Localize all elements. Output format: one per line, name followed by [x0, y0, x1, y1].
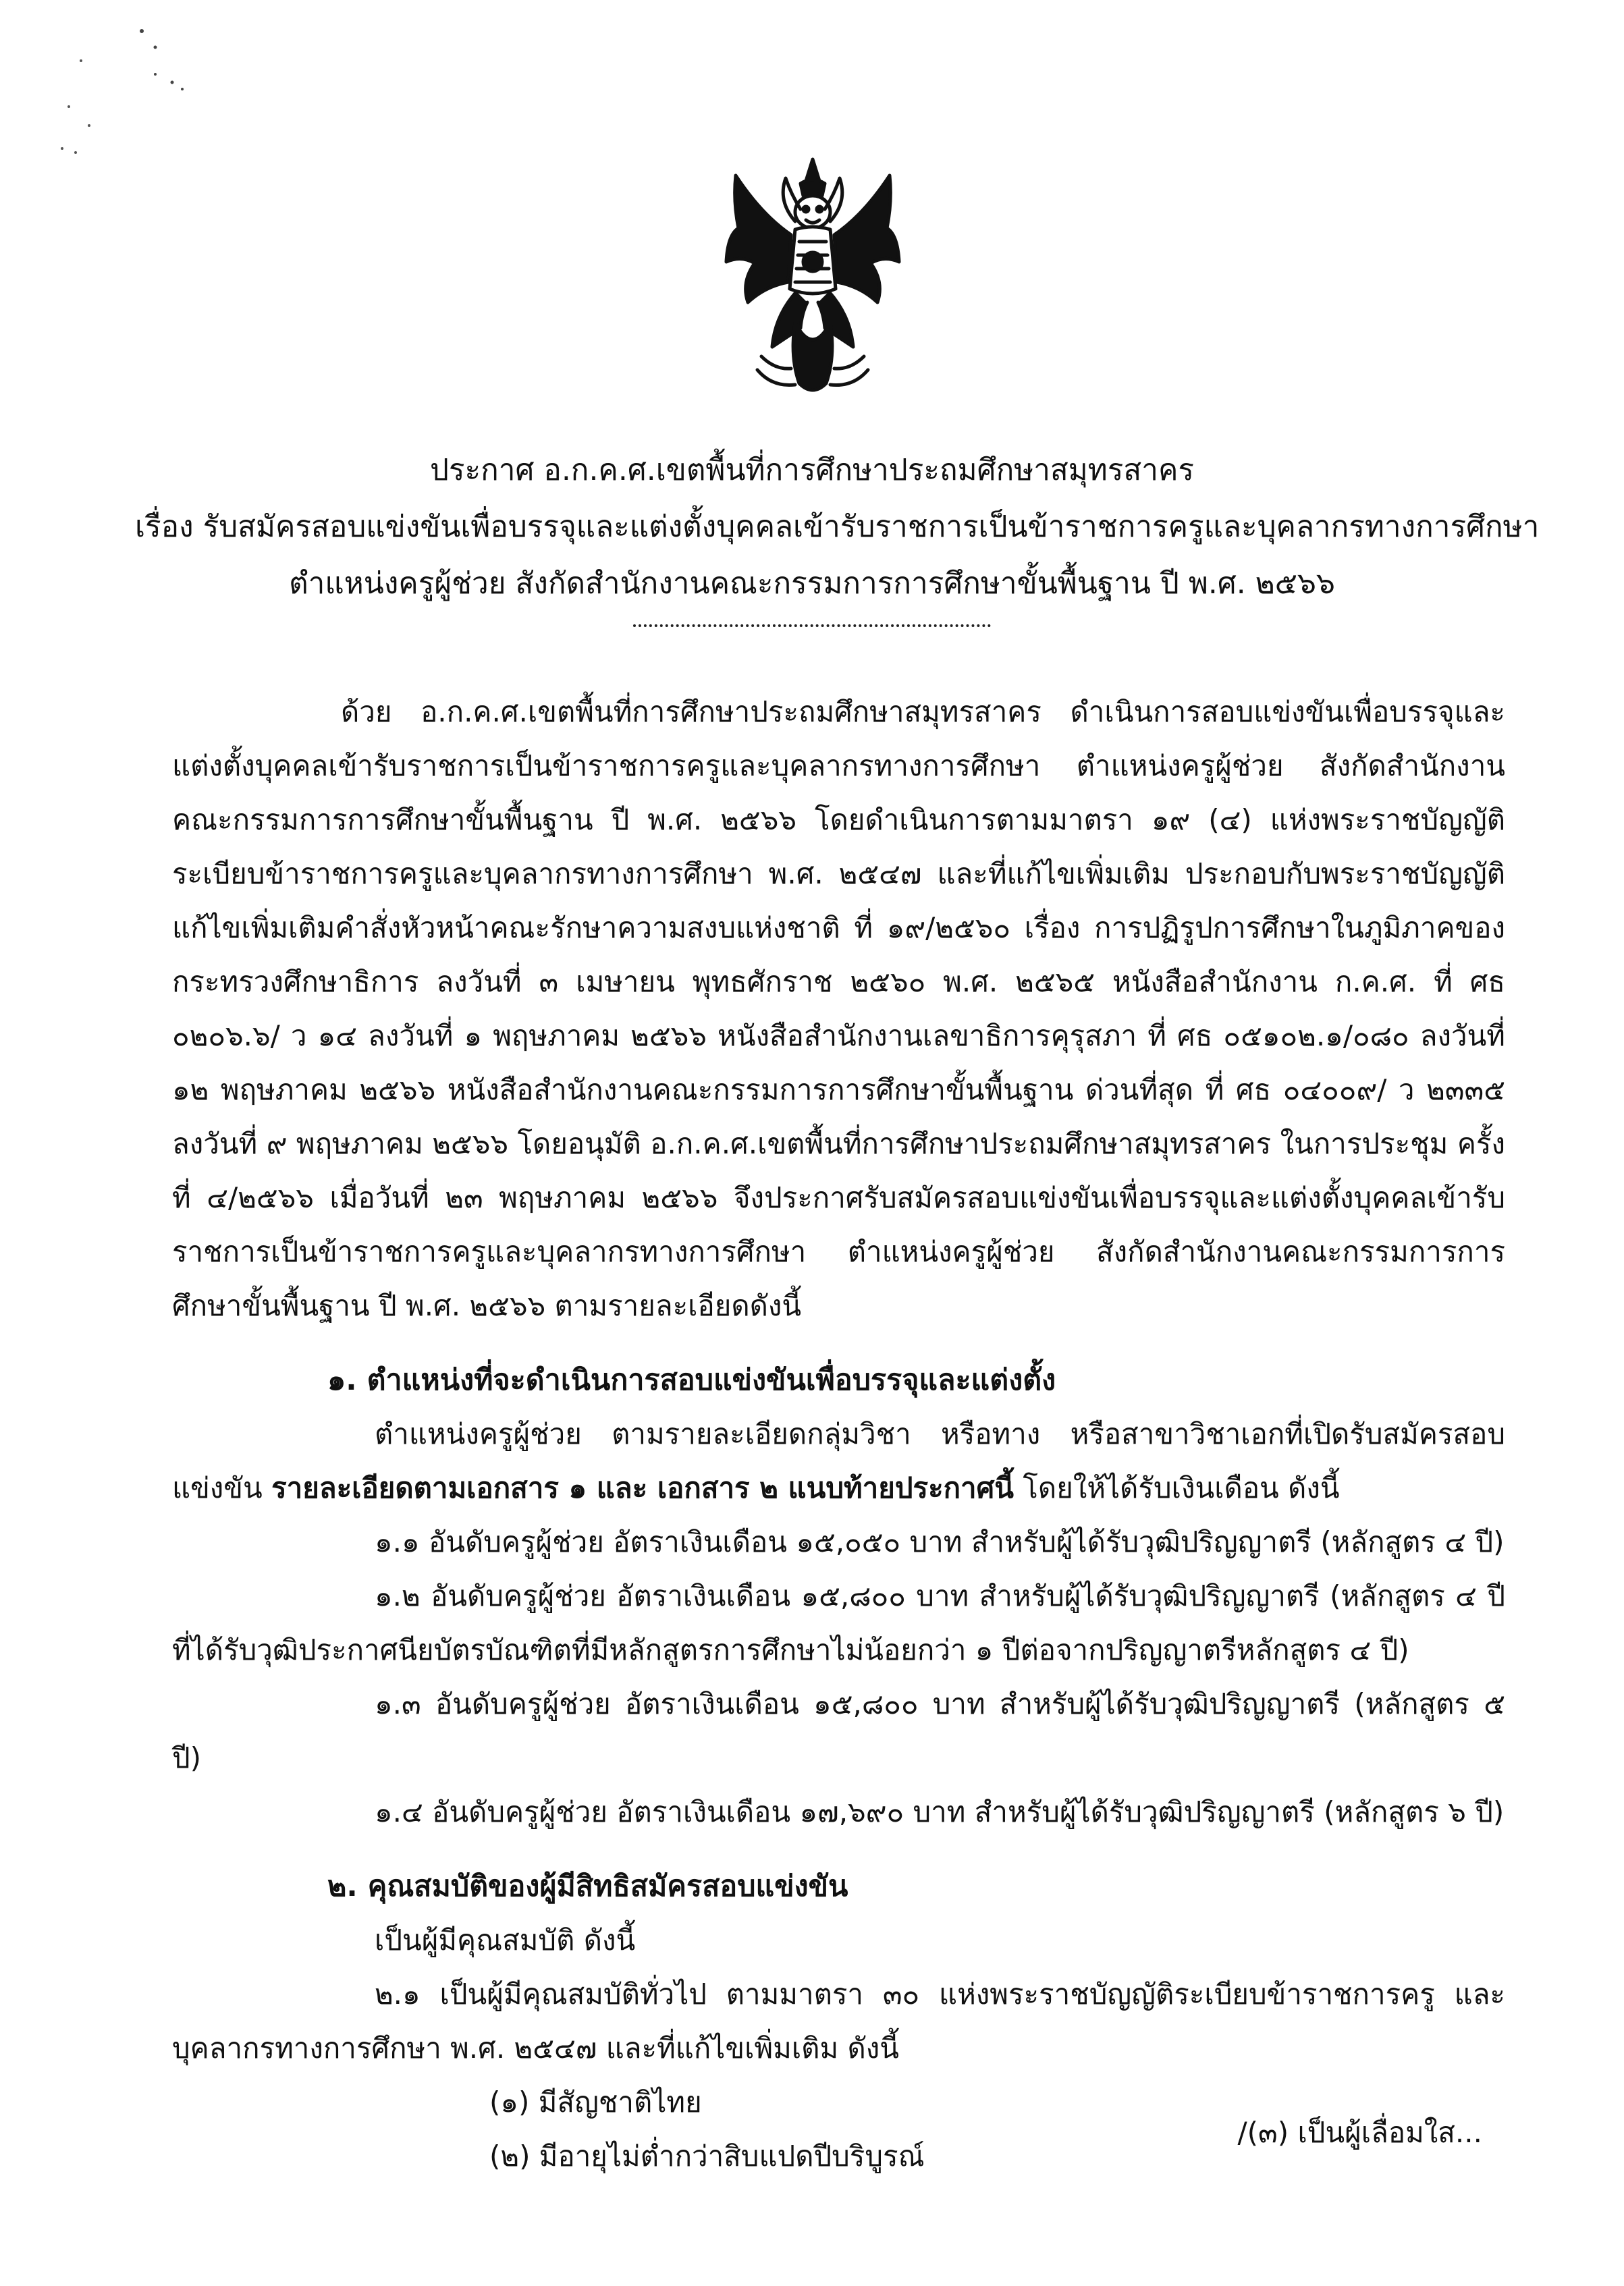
section-1-lead-bold: รายละเอียดตามเอกสาร ๑ และ เอกสาร ๒ แนบท้ายประกาศนี้ [271, 1471, 1014, 1504]
qualification-item-1: (๑) มีสัญชาติไทย [489, 2086, 702, 2119]
section-2-1-general: ๒.๑ เป็นผู้มีคุณสมบัติทั่วไป ตามมาตรา ๓๐ แห่งพระราชบัญญัติระเบียบข้าราชการครู และบุคลากรทางการศึกษา พ.ศ. ๒๕๔๗ และที่แก้ไขเพิ่มเติม ดังนี้ [172, 1978, 1505, 2065]
announcement-body [172, 685, 1505, 2183]
salary-item-1-2: ๑.๒ อันดับครูผู้ช่วย อัตราเงินเดือน ๑๕,๘๐๐ บาท สำหรับผู้ได้รับวุฒิปริญญาตรี (หลักสูตร ๔ ปี ที่ได้รับวุฒิประกาศนียบัตรบัณฑิตที่มีหลักสูตรการศึกษาไม่น้อยกว่า ๑ ปีต่อจากปริญญาตรีหลักสูตร ๔ ปี) [172, 1579, 1505, 1666]
announcement-header [135, 442, 1540, 627]
section-2-title: ๒. คุณสมบัติของผู้มีสิทธิสมัครสอบแข่งขัน [327, 1870, 848, 1903]
garuda-emblem [721, 154, 904, 405]
header-divider [633, 624, 991, 627]
announcement-subject: เรื่อง รับสมัครสอบแข่งขันเพื่อบรรจุและแต่งตั้งบุคคลเข้ารับราชการเป็นข้าราชการครูและบุคลากรทางการศึกษา [135, 510, 1540, 544]
qualification-item-2: (๒) มีอายุไม่ต่ำกว่าสิบแปดปีบริบูรณ์ [489, 2140, 925, 2173]
section-1-lead [172, 1407, 1505, 1515]
announcement-position: ตำแหน่งครูผู้ช่วย สังกัดสำนักงานคณะกรรมการการศึกษาขั้นพื้นฐาน ปี พ.ศ. ๒๕๖๖ [289, 566, 1335, 601]
intro-paragraph: ด้วย อ.ก.ค.ศ.เขตพื้นที่การศึกษาประถมศึกษาสมุทรสาคร ดำเนินการสอบแข่งขันเพื่อบรรจุและแต่งตั้งบุคคลเข้ารับราชการเป็นข้าราชการครูและบุคลากรทางการศึกษา ตำแหน่งครูผู้ช่วย สังกัดสำนักงานคณะกรรมการการศึกษาขั้นพื้นฐาน ปี พ.ศ. ๒๕๖๖ โดยดำเนินการตามมาตรา ๑๙ (๔) แห่งพระราชบัญญัติระเบียบข้าราชการครูและบุคลากรทางการศึกษา พ.ศ. ๒๕๔๗ และที่แก้ไขเพิ่มเติม ประกอบกับพระราชบัญญัติแก้ไขเพิ่มเติมคำสั่งหัวหน้าคณะรักษาความสงบแห่งชาติ ที่ ๑๙/๒๕๖๐ เรื่อง การปฏิรูปการศึกษาในภูมิภาคของกระทรวงศึกษาธิการ ลงวันที่ ๓ เมษายน พุทธศักราช ๒๕๖๐ พ.ศ. ๒๕๖๕ หนังสือสำนักงาน ก.ค.ศ. ที่ ศธ ๐๒๐๖.๖/ ว ๑๔ ลงวันที่ ๑ พฤษภาคม ๒๕๖๖ หนังสือสำนักงานเลขาธิการคุรุสภา ที่ ศธ ๐๕๑๐๒.๑/๐๘๐ ลงวันที่ ๑๒ พฤษภาคม ๒๕๖๖ หนังสือสำนักงานคณะกรรมการการศึกษาขั้นพื้นฐาน ด่วนที่สุด ที่ ศธ ๐๔๐๐๙/ ว ๒๓๓๕ ลงวันที่ ๙ พฤษภาคม ๒๕๖๖ โดยอนุมัติ อ.ก.ค.ศ.เขตพื้นที่การศึกษาประถมศึกษาสมุทรสาคร ในการประชุม ครั้งที่ ๔/๒๕๖๖ เมื่อวันที่ ๒๓ พฤษภาคม ๒๕๖๖ จึงประกาศรับสมัครสอบแข่งขันเพื่อบรรจุและแต่งตั้งบุคคลเข้ารับราชการเป็นข้าราชการครูและบุคลากรทางการศึกษา ตำแหน่งครูผู้ช่วย สังกัดสำนักงานคณะกรรมการการศึกษาขั้นพื้นฐาน ปี พ.ศ. ๒๕๖๖ ตามรายละเอียดดังนี้ [172, 695, 1505, 1322]
salary-item-1-3: ๑.๓ อันดับครูผู้ช่วย อัตราเงินเดือน ๑๕,๘๐๐ บาท สำหรับผู้ได้รับวุฒิปริญญาตรี (หลักสูตร ๕ ปี) [172, 1687, 1505, 1774]
scan-specks [54, 20, 189, 162]
announcement-title: ประกาศ อ.ก.ค.ศ.เขตพื้นที่การศึกษาประถมศึกษาสมุทรสาคร [429, 453, 1195, 487]
salary-item-1-4: ๑.๔ อันดับครูผู้ช่วย อัตราเงินเดือน ๑๗,๖๙๐ บาท สำหรับผู้ได้รับวุฒิปริญญาตรี (หลักสูตร ๖ ปี) [375, 1795, 1505, 1828]
salary-item-1-1: ๑.๑ อันดับครูผู้ช่วย อัตราเงินเดือน ๑๕,๐๕๐ บาท สำหรับผู้ได้รับวุฒิปริญญาตรี (หลักสูตร ๔ ปี) [375, 1525, 1505, 1558]
section-2-lead: เป็นผู้มีคุณสมบัติ ดังนี้ [375, 1924, 636, 1957]
section-1-lead-tail: โดยให้ได้รับเงินเดือน ดังนี้ [1023, 1471, 1340, 1504]
section-1-lead-plain: ตำแหน่งครูผู้ช่วย ตามรายละเอียดกลุ่มวิชา หรือทาง หรือสาขาวิชาเอกที่เปิดรับสมัครสอบแข่งขัน [172, 1417, 1505, 1504]
section-1-title: ๑. ตำแหน่งที่จะดำเนินการสอบแข่งขันเพื่อบรรจุและแต่งตั้ง [327, 1363, 1056, 1397]
continued-marker: /(๓) เป็นผู้เลื่อมใส... [1237, 2116, 1482, 2149]
